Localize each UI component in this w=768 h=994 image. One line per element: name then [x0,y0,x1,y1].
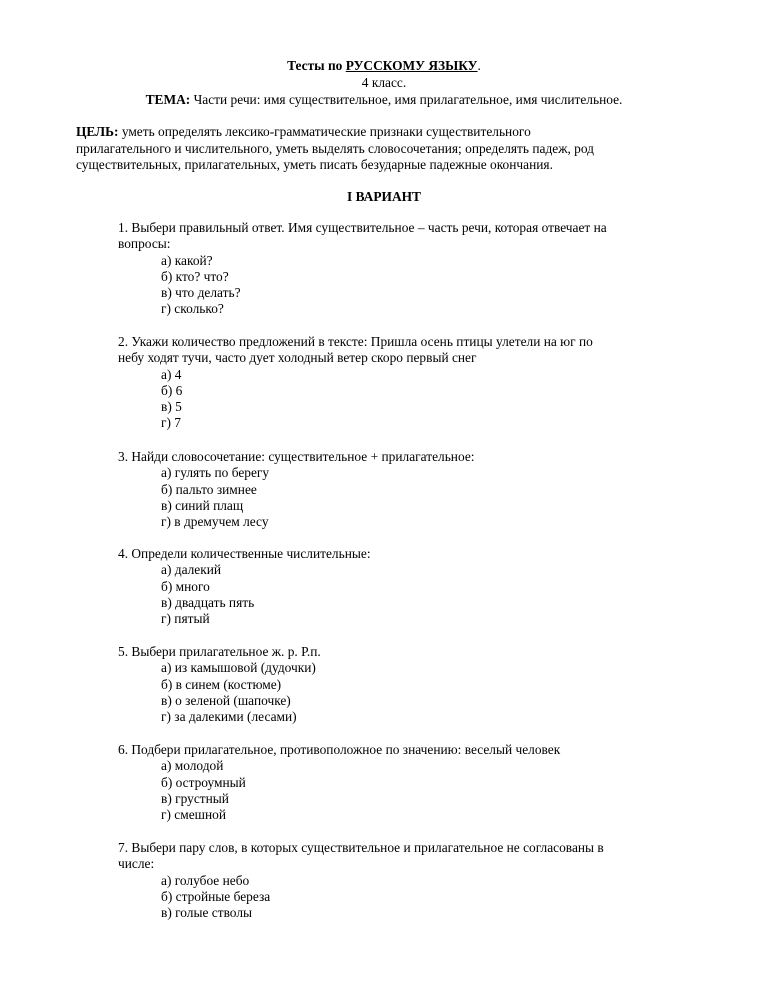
question-6 [118,742,718,823]
question-7 [118,840,718,921]
answer-option: а) какой? [161,252,213,268]
answer-option: в) синий плащ [161,497,244,513]
answer-option: г) 7 [161,415,181,431]
answer-option: б) в синем (костюме) [161,676,282,692]
answer-option: а) гулять по берегу [161,465,270,481]
answer-option: г) в дремучем лесу [161,514,269,530]
grade-line: 4 класс. [361,75,407,90]
question-3 [118,449,718,530]
answer-option: б) пальто зимнее [161,481,257,497]
title-prefix: Тесты по [287,58,346,73]
title-subject: РУССКОМУ ЯЗЫКУ [345,58,478,73]
answer-option: б) стройные береза [161,888,271,904]
question-2 [118,334,718,432]
variant-heading: I ВАРИАНТ [347,189,421,204]
question-text: 1. Выбери правильный ответ. Имя существительное – часть речи, которая отвечает на [118,220,607,235]
goal-line [76,124,716,141]
answer-option: а) голубое небо [161,872,250,888]
goal-text: уметь определять лексико-грамматические признаки существительного [118,124,531,139]
question-5 [118,644,718,725]
answer-option: а) далекий [161,562,222,578]
answer-option: в) грустный [161,790,229,806]
question-text: вопросы: [118,236,171,252]
answer-option: б) 6 [161,382,183,398]
answer-option: г) пятый [161,611,210,627]
question-text: числе: [118,856,155,872]
topic-text: Части речи: имя существительное, имя прилагательное, имя числительное. [190,92,623,107]
goal-label: ЦЕЛЬ: [76,124,119,139]
answer-option: г) сколько? [161,301,224,317]
goal-line: прилагательного и числительного, уметь выделять словосочетания; определять падеж, род [76,140,594,156]
answer-option: а) из камышовой (дудочки) [161,660,316,676]
question-text: 7. Выбери пару слов, в которых существительное и прилагательное не согласованы в [118,840,604,855]
title-suffix: . [477,58,481,73]
answer-option: в) голые стволы [161,905,253,921]
answer-option: б) остроумный [161,774,246,790]
goal-line: существительных, прилагательных, уметь писать безударные падежные окончания. [76,157,553,172]
answer-option: в) 5 [161,399,182,415]
answer-option: а) 4 [161,366,182,382]
topic-line [0,92,768,108]
answer-option: в) о зеленой (шапочке) [161,692,291,708]
answer-option: в) двадцать пять [161,594,255,610]
answer-option: г) за далекими (лесами) [161,709,297,725]
answer-option: б) много [161,578,210,594]
question-text: 4. Определи количественные числительные: [118,546,371,561]
answer-option: б) кто? что? [161,268,229,284]
question-text: 2. Укажи количество предложений в тексте: Пришла осень птицы улетели на юг по [118,334,593,349]
topic-label: ТЕМА: [145,92,191,107]
answer-option: а) молодой [161,758,224,774]
goal-block [76,124,716,174]
document-title [0,58,768,74]
question-text: 6. Подбери прилагательное, противоположное по значению: веселый человек [118,742,561,757]
question-4 [118,546,718,627]
question-text: небу ходят тучи, часто дует холодный ветер скоро первый снег [118,350,477,366]
answer-option: в) что делать? [161,285,241,301]
answer-option: г) смешной [161,807,226,823]
question-text: 5. Выбери прилагательное ж. р. Р.п. [118,644,321,659]
question-text: 3. Найди словосочетание: существительное + прилагательное: [118,449,475,464]
question-1 [118,220,718,318]
